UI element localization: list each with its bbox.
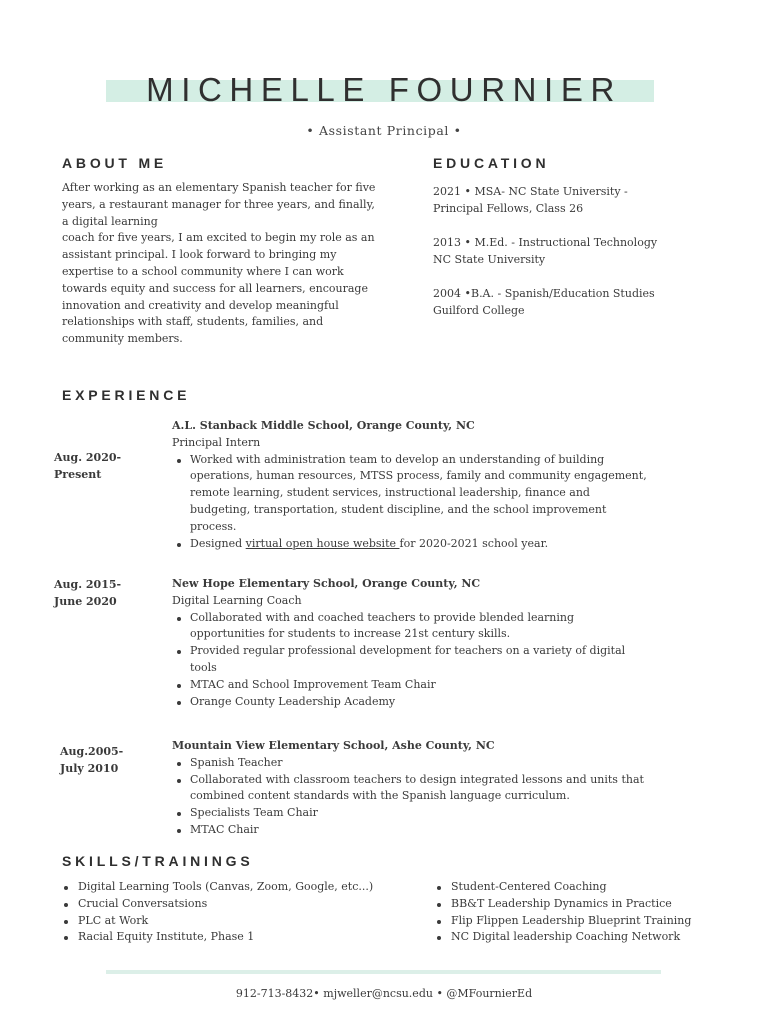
job-date-end: Present	[54, 468, 102, 481]
bullet-line: Worked with administration team to develop an understanding of building	[190, 452, 605, 466]
list-item	[172, 610, 692, 644]
job-employer: A.L. Stanback Middle School, Orange County, NC	[172, 419, 475, 432]
education-entry	[433, 183, 628, 217]
list-item: Digital Learning Tools (Canvas, Zoom, Google, etc...)	[62, 879, 373, 896]
list-item: Flip Flippen Leadership Blueprint Training	[435, 913, 691, 930]
education-line: 2004 •B.A. - Spanish/Education Studies	[433, 287, 655, 300]
education-entry	[433, 285, 655, 319]
bullet-line: Collaborated with and coached teachers to provide blended learning	[190, 610, 575, 624]
about-line: expertise to a school community where I can work	[62, 264, 344, 278]
job-entry	[172, 418, 692, 552]
job-date-start: Aug. 2015-	[54, 578, 122, 591]
education-heading: EDUCATION	[433, 155, 550, 171]
about-line: towards equity and success for all learners, encourage	[62, 281, 368, 295]
job-dates	[60, 743, 123, 777]
list-item	[172, 822, 692, 839]
bullet-line: process.	[190, 519, 237, 533]
list-item	[172, 677, 692, 694]
bullet-line: operations, human resources, MTSS process, family and community engagement,	[190, 469, 647, 483]
bullet-line: MTAC and School Improvement Team Chair	[190, 677, 436, 691]
about-line: relationships with staff, students, families, and	[62, 315, 324, 329]
bullet-line: Collaborated with classroom teachers to design integrated lessons and units that	[190, 772, 644, 786]
about-paragraph	[62, 180, 375, 348]
footer-divider	[106, 970, 661, 974]
bullet-line: opportunities for students to increase 21st century skills.	[190, 627, 511, 641]
about-line: innovation and creativity and develop meaningful	[62, 298, 339, 312]
list-item	[172, 694, 692, 711]
about-line: years, a restaurant manager for three years, and finally,	[62, 197, 375, 211]
about-heading: ABOUT ME	[62, 155, 168, 171]
list-item	[172, 452, 692, 536]
list-item	[172, 536, 692, 553]
job-employer: New Hope Elementary School, Orange County, NC	[172, 577, 481, 590]
education-entry	[433, 234, 657, 268]
bullet-line: MTAC Chair	[190, 822, 259, 836]
bullet-line: Provided regular professional development for teachers on a variety of digital	[190, 644, 626, 658]
job-title: Digital Learning Coach	[172, 593, 302, 607]
education-line: 2021 • MSA- NC State University -	[433, 185, 628, 198]
education-line: 2013 • M.Ed. - Instructional Technology	[433, 236, 658, 249]
about-line: community members.	[62, 332, 183, 346]
job-date-start: Aug. 2020-	[54, 451, 122, 464]
job-bullets	[172, 755, 692, 839]
about-line: After working as an elementary Spanish teacher for five	[62, 181, 376, 194]
job-entry	[172, 738, 692, 839]
bullet-line: Specialists Team Chair	[190, 806, 318, 820]
job-date-end: June 2020	[54, 595, 117, 608]
list-item: Crucial Conversatsions	[62, 896, 373, 913]
list-item	[172, 805, 692, 822]
list-item: PLC at Work	[62, 913, 373, 930]
list-item: NC Digital leadership Coaching Network	[435, 929, 691, 946]
list-item: Racial Equity Institute, Phase 1	[62, 929, 373, 946]
bullet-text: for 2020-2021 school year.	[399, 536, 549, 550]
job-dates	[54, 449, 121, 483]
job-bullets	[172, 452, 692, 553]
bullet-line: combined content standards with the Spanish language curriculum.	[190, 789, 570, 803]
list-item	[172, 643, 692, 677]
bullet-line: budgeting, transportation, student discipline, and the school improvement	[190, 502, 607, 516]
job-date-end: July 2010	[60, 762, 119, 775]
experience-heading: EXPERIENCE	[62, 387, 191, 403]
virtual-open-house-link[interactable]: virtual open house website	[245, 536, 400, 550]
list-item: BB&T Leadership Dynamics in Practice	[435, 896, 691, 913]
bullet-line: tools	[190, 660, 217, 674]
about-line: assistant principal. I look forward to bringing my	[62, 248, 337, 262]
bullet-line: remote learning, student services, instructional leadership, finance and	[190, 486, 590, 500]
resume-name: MICHELLE FOURNIER	[146, 71, 622, 108]
skills-list-right	[435, 879, 691, 946]
job-bullets	[172, 610, 692, 711]
education-line: Guilford College	[433, 304, 525, 317]
education-line: NC State University	[433, 253, 546, 266]
skills-heading: SKILLS/TRAININGS	[62, 853, 254, 869]
list-item	[172, 755, 692, 772]
footer-contact: 912-713-8432• mjweller@ncsu.edu • @MFournierEd	[235, 987, 533, 1000]
list-item: Student-Centered Coaching	[435, 879, 691, 896]
bullet-line: Orange County Leadership Academy	[190, 694, 396, 708]
about-line: a digital learning	[62, 214, 158, 228]
job-date-start: Aug.2005-	[60, 745, 124, 758]
job-title: Principal Intern	[172, 435, 261, 449]
job-entry	[172, 576, 692, 710]
bullet-text: Designed	[190, 536, 246, 550]
list-item	[172, 772, 692, 806]
resume-role: • Assistant Principal •	[306, 123, 462, 138]
job-employer: Mountain View Elementary School, Ashe County, NC	[172, 739, 495, 752]
job-dates	[54, 576, 121, 610]
skills-list-left	[62, 879, 373, 946]
bullet-line: Spanish Teacher	[190, 755, 283, 769]
about-line: coach for five years, I am excited to begin my role as an	[62, 231, 375, 245]
education-line: Principal Fellows, Class 26	[433, 202, 584, 215]
